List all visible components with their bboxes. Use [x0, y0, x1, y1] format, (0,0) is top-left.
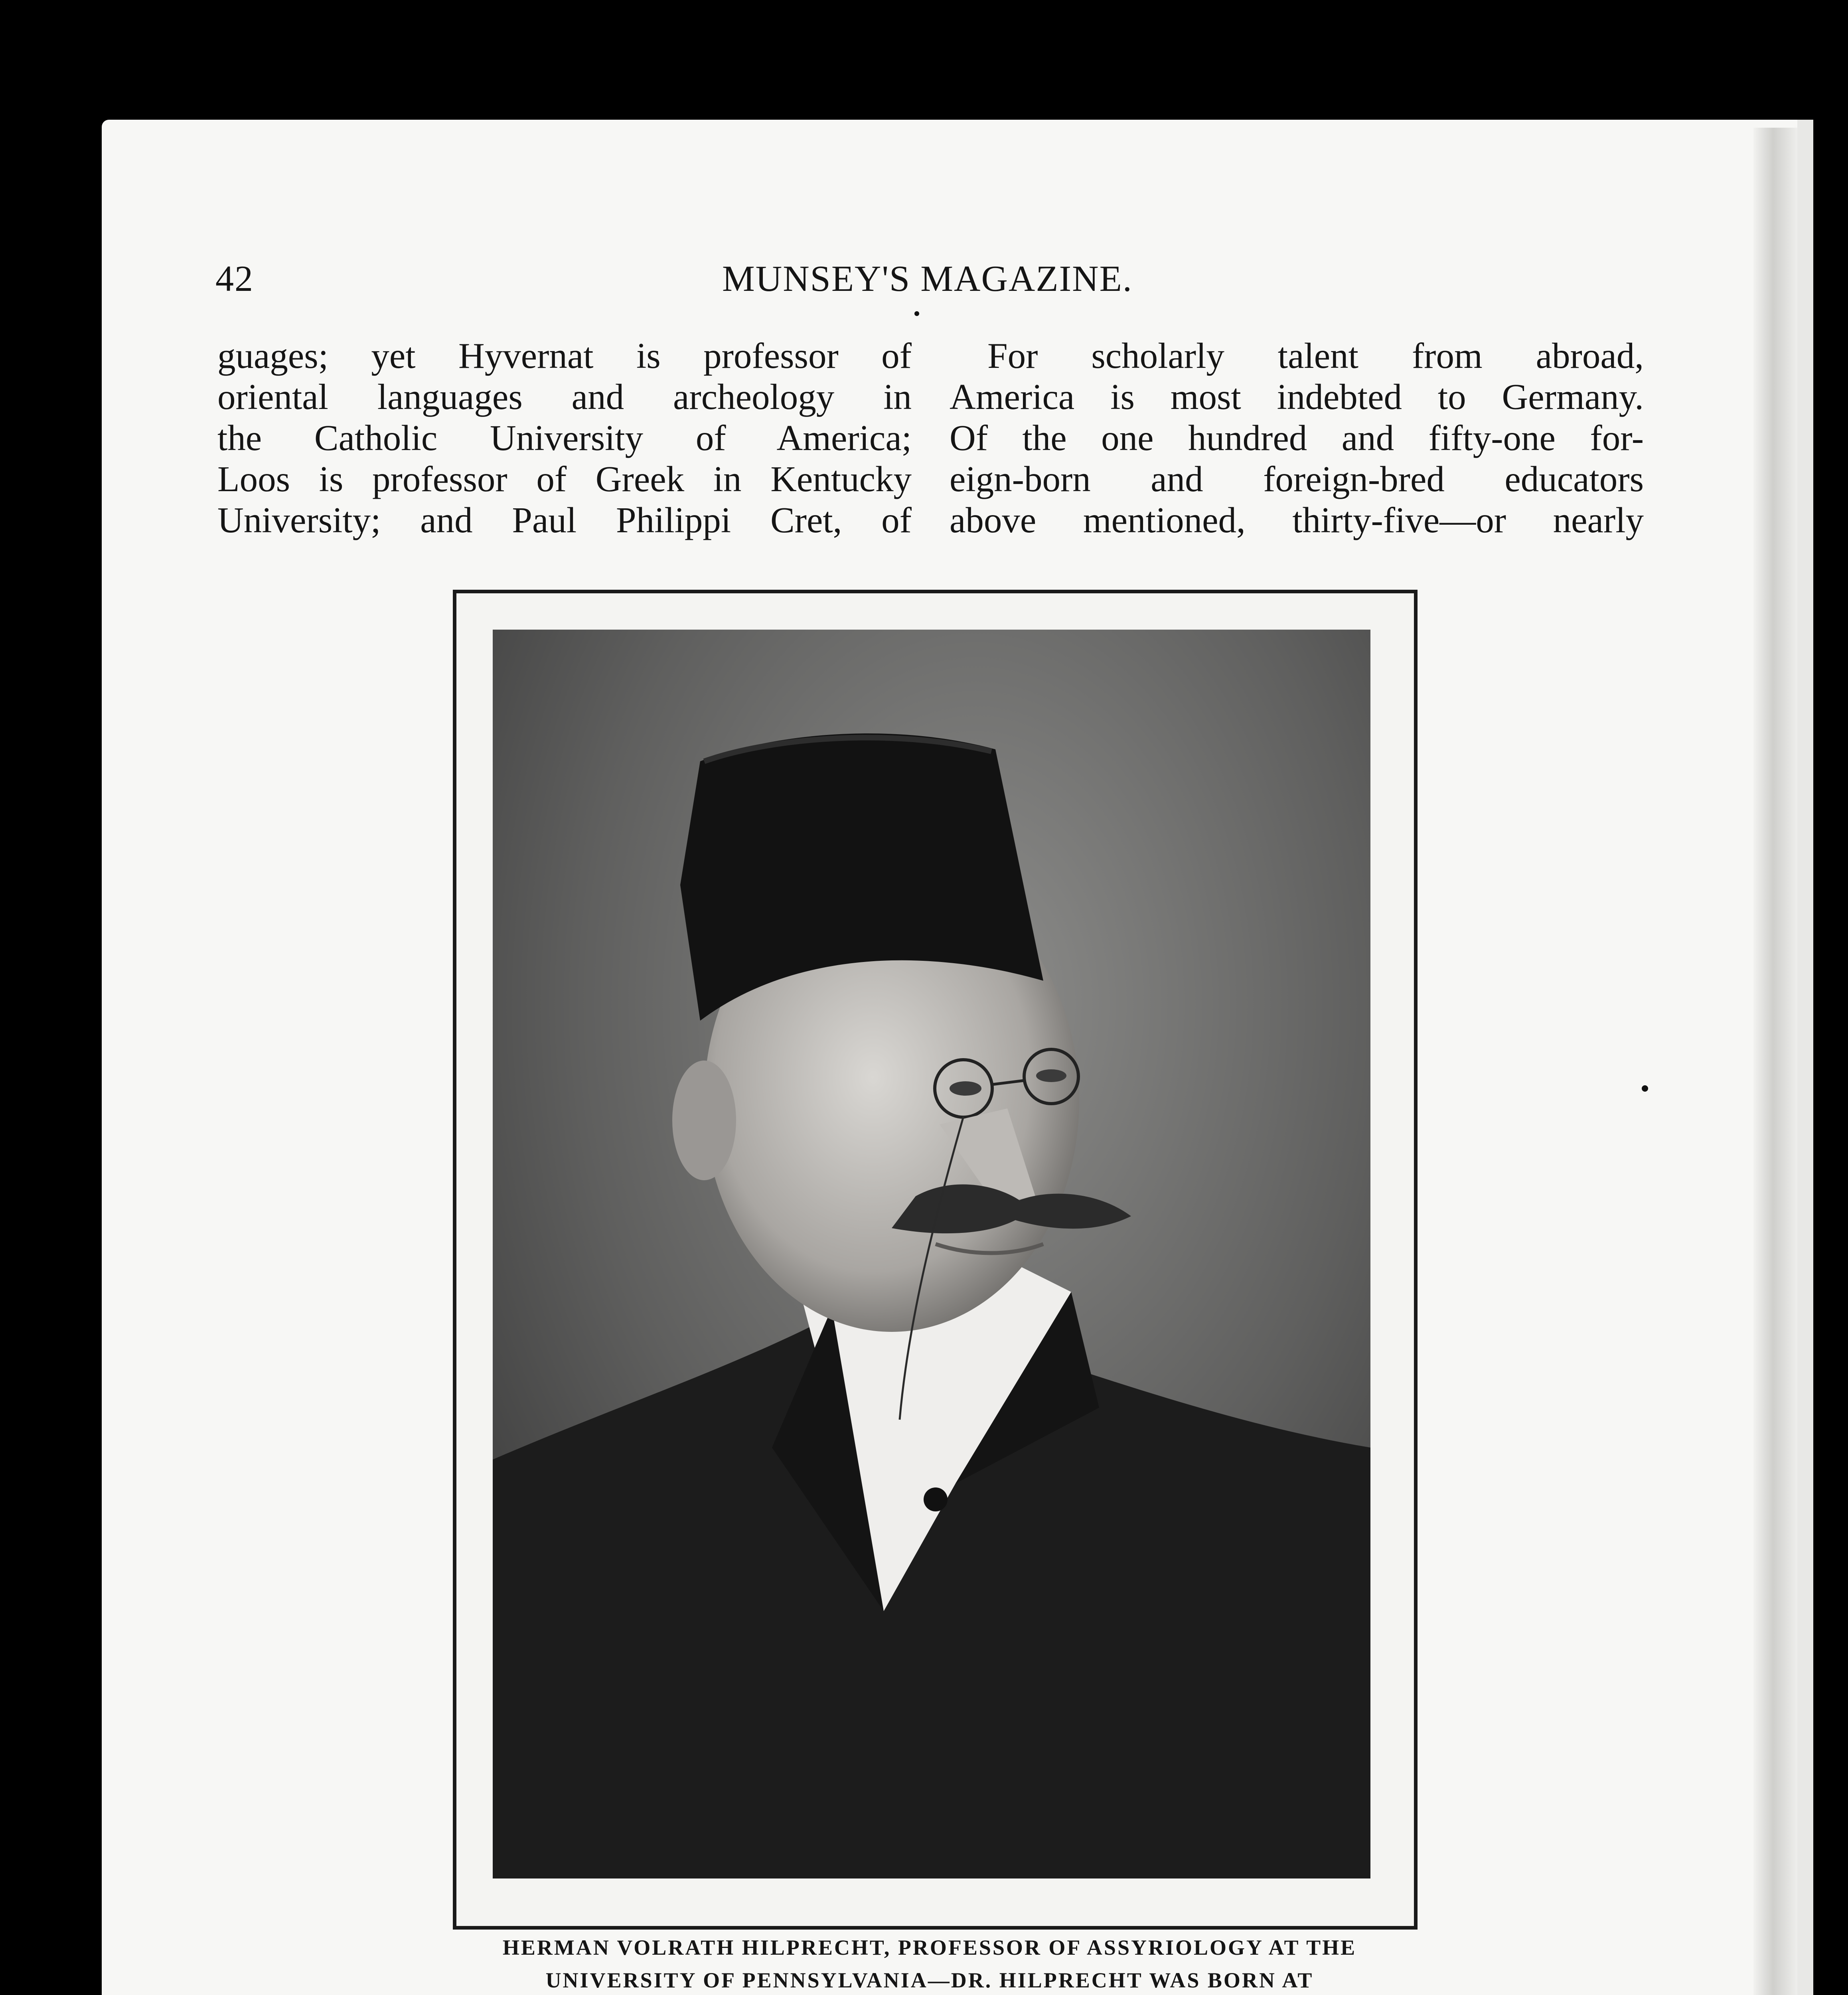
text-line: above mentioned, thirty-five—or nearly	[950, 500, 1644, 540]
portrait-photograph	[493, 630, 1370, 1878]
text-line: Loos is professor of Greek in Kentucky	[217, 459, 912, 499]
top-right-column	[950, 335, 1644, 541]
ink-speck	[914, 311, 919, 316]
text-line: University; and Paul Philippi Cret, of	[217, 500, 912, 540]
page-gutter-shadow	[1753, 128, 1797, 1995]
top-left-column	[217, 335, 912, 541]
text-line: Of the one hundred and fifty-one for-	[950, 418, 1644, 458]
text-line: eign-born and foreign-bred educators	[950, 459, 1644, 499]
page-number: 42	[215, 258, 254, 299]
caption-line: HERMAN VOLRATH HILPRECHT, PROFESSOR OF ASSYRIOLOGY AT THE	[502, 1936, 1357, 1959]
caption-line: UNIVERSITY OF PENNSYLVANIA—DR. HILPRECHT WAS BORN AT	[545, 1968, 1314, 1992]
text-line: oriental languages and archeology in	[217, 377, 912, 417]
page-edge	[1797, 120, 1813, 1995]
text-line: guages; yet Hyvernat is professor of	[217, 336, 912, 376]
text-line: America is most indebted to Germany.	[950, 377, 1644, 417]
ink-speck	[1642, 1085, 1648, 1092]
magazine-title: MUNSEY'S MAGAZINE.	[722, 258, 1133, 299]
text-line: the Catholic University of America;	[217, 418, 912, 458]
photo-caption	[439, 1931, 1420, 1995]
text-line: For scholarly talent from abroad,	[987, 336, 1644, 376]
